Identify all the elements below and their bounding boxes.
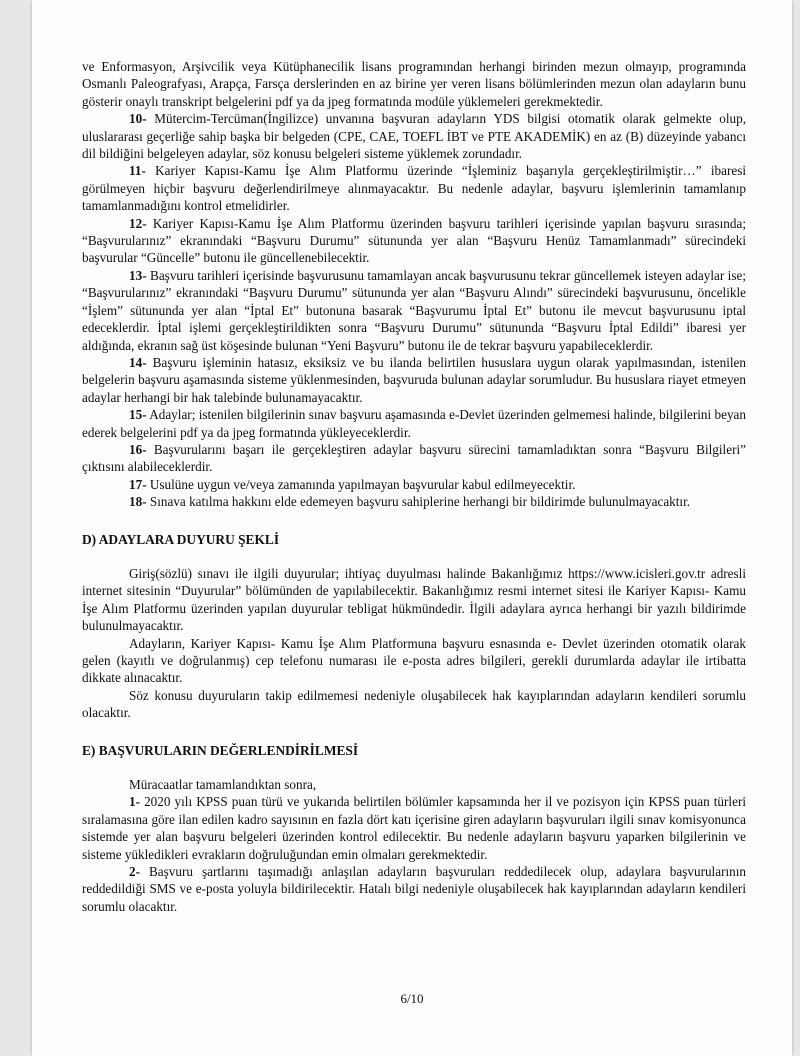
item-13 (82, 267, 746, 354)
spacer (82, 548, 746, 565)
item-number: 16- (129, 441, 147, 457)
section-d-heading: D) ADAYLARA DUYURU ŞEKLİ (82, 531, 280, 547)
item-text: Başvuru işleminin hatasız, eksiksiz ve bu ilanda belirtilen hususlara uygun olarak yapılmasından, istenilen belgelerin başvuru aşamasında sisteme yüklenmesinden, başvuruda bulunan adaylar sorumludur. Bu hususlara riayet etmeyen adaylar herhangi bir hak talebinde bulunamayacaktır. (82, 354, 746, 405)
section-d-paragraph: Söz konusu duyuruların takip edilmemesi nedeniyle oluşabilecek hak kayıplarından adayların kendileri sorumlu olacaktır. (82, 687, 746, 721)
item-text: Başvuru tarihleri içerisinde başvurusunu tamamlayan ancak başvurusunu tekrar güncellemek isteyen adaylar ise; “Başvurularınız” ekranındaki “Başvuru Durumu” sütununda yer alan “Başvuru Alındı” sürecindeki başvurusunu, öncelikle “İşlem” sütununda yer alan “İptal Et” butonuna basarak “Başvurumu İptal Et” butonu ile mevcut başvurusunu iptal edeceklerdir. İptal işlemi gerçekleştirildikten sonra “Başvuru Durumu” sütununda “Başvuru İptal Edildi” ibaresi yer aldığında, ekranın sağ üst köşesinde bulunan “Yeni Başvuru” butonu ile de tekrar başvuru yapabileceklerdir. (82, 267, 746, 353)
page-content (82, 58, 746, 915)
spacer (82, 722, 746, 742)
page-number: 6/10 (400, 991, 424, 1006)
item-number: 11- (129, 163, 146, 179)
item-text: Sınava katılma hakkını elde edemeyen başvuru sahiplerine herhangi bir bildirimde bulunulmayacaktır. (146, 494, 691, 510)
spacer (82, 759, 746, 776)
item-15 (82, 406, 746, 441)
item-number: 17- (129, 476, 147, 492)
intro-paragraph: ve Enformasyon, Arşivcilik veya Kütüphanecilik lisans programından herhangi birinden mezun olmayıp, programında Osmanlı Paleografyası, Arapça, Farsça derslerinden en az birine yer veren lisans bölümlerinden mezun olan adayların bunu gösterir onaylı transkript belgelerini pdf ya da jpeg formatında modüle yüklemeleri gerekmektedir. (82, 59, 746, 109)
section-d-paragraph: Giriş(sözlü) sınavı ile ilgili duyurular; ihtiyaç duyulması halinde Bakanlığımız https://www.icisleri.gov.tr adresli internet sitesinin “Duyurular” bölümünden de yapılabilecektir. Bakanlığımız resmi internet sitesi ile Kariyer Kapısı- Kamu İşe Alım Platformu üzerinden yapılan duyurular tebligat hükmündedir. İlgili adaylara ayrıca herhangi bir yazılı bildirimde bulunulmayacaktır. (82, 565, 746, 634)
item-number: 14- (129, 354, 147, 370)
section-e-heading: E) BAŞVURULARIN DEĞERLENDİRİLMESİ (82, 742, 359, 758)
spacer (82, 511, 746, 531)
item-number: 1- (129, 794, 140, 810)
section-e-lead: Müracaatlar tamamlandıktan sonra, (129, 777, 317, 793)
item-14 (82, 354, 746, 406)
item-text: Başvurularını başarı ile gerçekleştiren adaylar başvuru sürecini tamamladıktan sonra “Başvuru Bilgileri” çıktısını alabileceklerdir. (82, 441, 746, 475)
item-18 (82, 493, 746, 510)
item-text: Usulüne uygun ve/veya zamanında yapılmayan başvurular kabul edilmeyecektir. (146, 476, 576, 492)
item-16 (82, 441, 746, 476)
item-text: 2020 yılı KPSS puan türü ve yukarıda belirtilen bölümler kapsamında her il ve pozisyon için KPSS puan türleri sıralamasına göre ilan edilen kadro sayısının en fazla dört katı içerisine giren adayların başvuruları ilgili sınav komisyonunca sistemde yer alan başvuru belgeleri üzerinden kontrol edilecektir. Bu nedenle adayların başvuru yaparken bilgilerinin ve sisteme yükledikleri evrakların doğruluğundan emin olmaları gerekmektedir. (82, 794, 746, 862)
item-number: 18- (129, 494, 147, 510)
item-text: Adaylar; istenilen bilgilerinin sınav başvuru aşamasında e-Devlet üzerinden gelmemesi halinde, bilgilerini beyan ederek belgelerini pdf ya da jpeg formatında yükleyeceklerdir. (82, 407, 746, 440)
item-text: Başvuru şartlarını taşımadığı anlaşılan adayların başvuruları reddedilecek olup, adaylara başvurularının reddedildiği SMS ve e-posta yoluyla bildirilecektir. Hatalı bilgi nedeniyle oluşabilecek hak kayıplarından adayların kendileri sorumlu olacaktır. (82, 864, 746, 914)
item-text: Mütercim-Tercüman(İngilizce) unvanına başvuran adayların YDS bilgisi otomatik olarak gelmekte olup, uluslararası geçerliğe sahip başka bir belgeden (CPE, CAE, TOEFL İBT ve PTE AKADEMİK) en az (B) düzeyinde yabancı dil bildiğini belgeleyen adaylar, söz konusu belgeleri sisteme yüklemek zorundadır. (82, 111, 746, 162)
item-10 (82, 110, 746, 162)
item-17 (82, 476, 746, 493)
item-number: 13- (129, 267, 147, 283)
section-e-item-1 (82, 793, 746, 863)
section-e-item-2 (82, 863, 746, 915)
item-number: 10- (129, 111, 147, 127)
item-text: Kariyer Kapısı-Kamu İşe Alım Platformu üzerinden başvuru tarihleri içerisinde yapılan başvuru sırasında; “Başvurularınız” ekranındaki “Başvuru Durumu” sütununda yer alan “Başvuru Henüz Tamamlanmadı” sürecindeki başvurular “Güncelle” butonu ile güncellenebilecektir. (82, 215, 746, 266)
item-number: 2- (129, 864, 140, 880)
item-number: 12- (129, 215, 147, 231)
item-12 (82, 215, 746, 267)
section-d-paragraph: Adayların, Kariyer Kapısı- Kamu İşe Alım Platformuna başvuru esnasında e- Devlet üzerinden otomatik olarak gelen (kayıtlı ve doğrulanmış) cep telefonu numarası ile e-posta adres bilgileri, gerekli durumlarda adaylar ile irtibatta dikkate alınacaktır. (82, 635, 746, 686)
item-11 (82, 162, 746, 214)
document-page (32, 0, 792, 1056)
item-number: 15- (129, 407, 147, 423)
item-text: Kariyer Kapısı-Kamu İşe Alım Platformu üzerinde “İşleminiz başarıyla gerçekleştirilmiştir…” ibaresi görülmeyen hiçbir başvuru değerlendirilmeye alınmayacaktır. Bu nedenle adaylar, başvuru işlemlerinin tamamlanıp tamamlanmadığını kontrol etmelidirler. (82, 163, 746, 214)
